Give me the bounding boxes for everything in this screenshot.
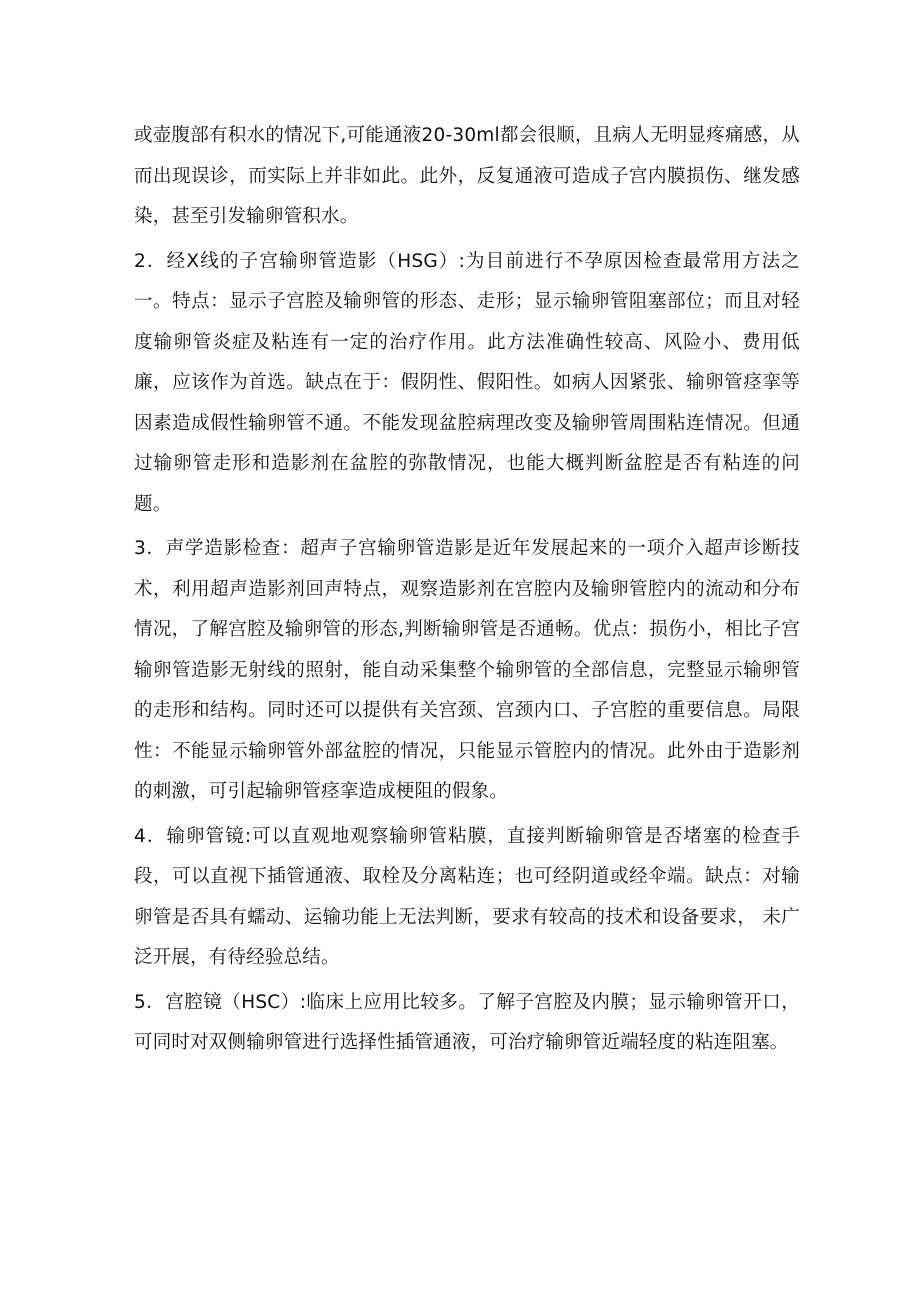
paragraph-falloposcopy: 4．输卵管镜:可以直观地观察输卵管粘膜，直接判断输卵管是否堵塞的检查手段，可以直视下插管通液、取栓及分离粘连；也可经阴道或经伞端。缺点：对输卵管是否具有蠕动、运输功能上无法判断，要求有较高的技术和设备要求， 未广泛开展，有待经验总结。 [134, 825, 800, 968]
paragraph-contrast-ultrasound: 3．声学造影检查：超声子宫输卵管造影是近年发展起来的一项介入超声诊断技术，利用超声造影剂回声特点，观察造影剂在宫腔内及输卵管腔内的流动和分布情况，了解宫腔及输卵管的形态,判断输卵管是否通畅。优点：损伤小，相比子宫输卵管造影无射线的照射，能自动采集整个输卵管的全部信息，完整显示输卵管的走形和结构。同时还可以提供有关宫颈、宫颈内口、子宫腔的重要信息。局限性：不能显示输卵管外部盆腔的情况，只能显示管腔内的情况。此外由于造影剂的刺激，可引起输卵管痉挛造成梗阻的假象。 [134, 538, 800, 802]
document-body [134, 116, 800, 1068]
paragraph-tubal-flush-continuation: 或壶腹部有积水的情况下,可能通液20-30ml都会很顺，且病人无明显疼痛感，从而出现误诊，而实际上并非如此。此外，反复通液可造成子宫内膜损伤、继发感染，甚至引发输卵管积水。 [134, 125, 800, 227]
paragraph-hsg: 2．经X线的子宫输卵管造影（HSG）:为目前进行不孕原因检查最常用方法之一。特点：显示子宫腔及输卵管的形态、走形；显示输卵管阻塞部位；而且对轻度输卵管炎症及粘连有一定的治疗作用。此方法准确性较高、风险小、费用低廉，应该作为首选。缺点在于：假阴性、假阳性。如病人因紧张、输卵管痉挛等因素造成假性输卵管不通。不能发现盆腔病理改变及输卵管周围粘连情况。但通过输卵管走形和造影剂在盆腔的弥散情况，也能大概判断盆腔是否有粘连的问题。 [134, 250, 800, 515]
paragraph-hysteroscopy: 5．宫腔镜（HSC）:临床上应用比较多。了解子宫腔及内膜；显示输卵管开口，可同时对双侧输卵管进行选择性插管通液，可治疗输卵管近端轻度的粘连阻塞。 [134, 991, 800, 1053]
